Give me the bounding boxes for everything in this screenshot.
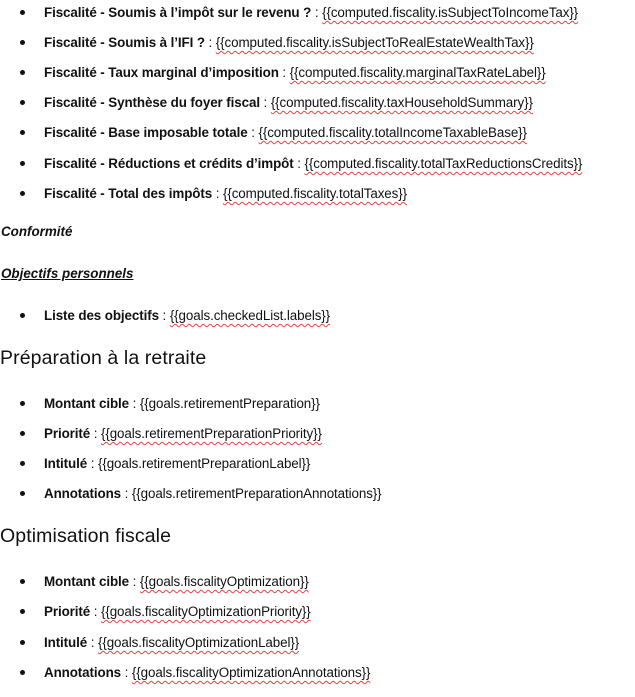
field-placeholder: {{computed.fiscality.isSubjectToIncomeTax}} <box>322 5 579 20</box>
field-label: Montant cible <box>44 396 129 411</box>
list-item <box>0 395 320 412</box>
field-label: Fiscalité - Synthèse du foyer fiscal <box>44 95 260 110</box>
field-placeholder: {{goals.fiscalityOptimizationPriority}} <box>100 604 311 619</box>
field-placeholder: {{computed.fiscality.marginalTaxRateLabel}} <box>289 65 546 80</box>
list-item <box>0 185 407 202</box>
list-item <box>0 124 527 141</box>
field-label: Annotations <box>44 486 122 501</box>
field-label: Fiscalité - Total des impôts <box>44 186 213 201</box>
conformite-heading: Conformité <box>1 224 73 239</box>
field-separator: : <box>121 665 132 680</box>
field-label: Intitulé <box>44 635 88 650</box>
list-item <box>0 425 322 442</box>
list-item <box>0 573 309 590</box>
objectifs-heading: Objectifs personnels <box>1 266 134 281</box>
field-separator: : <box>87 635 98 650</box>
list-item <box>0 455 310 472</box>
field-label: Fiscalité - Soumis à l’impôt sur le revenu ? <box>44 5 312 20</box>
field-placeholder: {{goals.checkedList.labels}} <box>169 308 331 323</box>
field-placeholder: {{goals.retirementPreparationPriority}} <box>100 426 322 441</box>
field-separator: : <box>293 156 305 171</box>
field-label: Priorité <box>44 604 91 619</box>
field-separator: : <box>247 125 259 140</box>
field-placeholder: {{computed.fiscality.totalTaxReductionsCredits}} <box>304 156 583 171</box>
field-separator: : <box>204 35 216 50</box>
field-label: Fiscalité - Soumis à l’IFI ? <box>44 35 205 50</box>
list-item <box>0 603 311 620</box>
field-separator: : <box>129 574 140 589</box>
fiscal-optimization-heading: Optimisation fiscale <box>0 525 172 547</box>
retirement-heading: Préparation à la retraite <box>0 347 207 369</box>
field-separator: : <box>278 65 290 80</box>
list-item <box>0 485 382 502</box>
field-label: Fiscalité - Taux marginal d’imposition <box>44 65 279 80</box>
list-item <box>0 664 370 681</box>
list-item <box>0 155 582 172</box>
field-label: Annotations <box>44 665 122 680</box>
field-separator: : <box>212 186 223 201</box>
field-separator: : <box>121 486 132 501</box>
field-label: Priorité <box>44 426 91 441</box>
list-item <box>0 34 534 51</box>
field-separator: : <box>87 456 98 471</box>
field-separator: : <box>158 308 170 323</box>
field-label: Fiscalité - Base imposable totale <box>44 125 248 140</box>
field-separator: : <box>259 95 271 110</box>
field-separator: : <box>311 5 323 20</box>
field-label: Montant cible <box>44 574 129 589</box>
field-label: Fiscalité - Réductions et crédits d’impôt <box>44 156 294 171</box>
field-separator: : <box>90 604 101 619</box>
field-separator: : <box>90 426 101 441</box>
field-placeholder: {{goals.fiscalityOptimizationAnnotations}} <box>131 665 371 680</box>
list-item <box>0 94 533 111</box>
field-placeholder: {{goals.fiscalityOptimization}} <box>139 574 309 589</box>
list-item <box>0 634 299 651</box>
field-placeholder: {{computed.fiscality.totalIncomeTaxableBase}} <box>258 125 527 140</box>
field-label: Liste des objectifs <box>44 308 159 323</box>
field-placeholder: {{computed.fiscality.taxHouseholdSummary}} <box>270 95 533 110</box>
field-placeholder: {{goals.retirementPreparationAnnotations}} <box>131 486 382 501</box>
field-label: Intitulé <box>44 456 88 471</box>
list-item <box>0 307 330 324</box>
field-placeholder: {{goals.retirementPreparation}} <box>139 396 320 411</box>
field-separator: : <box>129 396 140 411</box>
field-placeholder: {{computed.fiscality.isSubjectToRealEstateWealthTax}} <box>215 35 534 50</box>
list-item <box>0 4 578 21</box>
list-item <box>0 64 546 81</box>
field-placeholder: {{goals.retirementPreparationLabel}} <box>97 456 311 471</box>
field-placeholder: {{goals.fiscalityOptimizationLabel}} <box>97 635 300 650</box>
field-placeholder: {{computed.fiscality.totalTaxes}} <box>222 186 407 201</box>
